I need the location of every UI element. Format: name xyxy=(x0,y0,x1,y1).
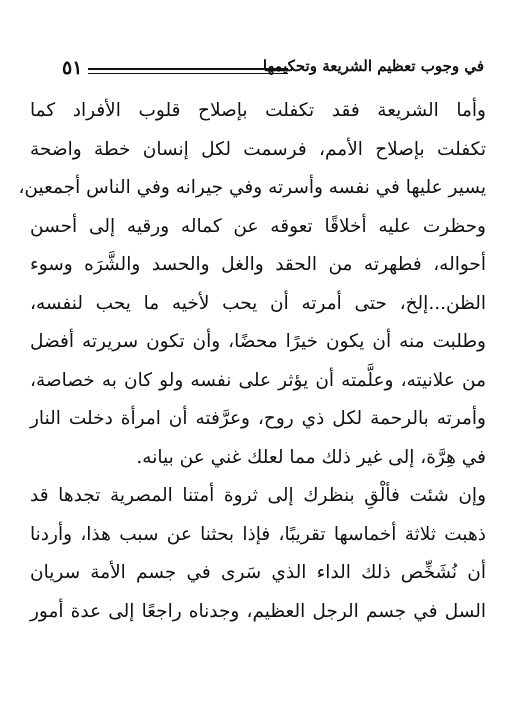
text-line: أحواله، فطهرته من الحقد والغل والحسد والشَّرَه وسوء xyxy=(30,254,486,275)
page-header xyxy=(52,52,484,86)
header-rule-thin xyxy=(88,73,288,74)
text-line: السل في جسم الرجل العظيم، وجدناه راجعًا إلى عدة أمور xyxy=(30,600,486,622)
text-line: وإن شئت فألْقِ بنظرك إلى ثروة أمتنا المصرية تجدها قد xyxy=(30,485,486,506)
text-line: وحظرت عليه أخلاقًا تعوقه عن كماله ورقيه إلى أحسن xyxy=(30,215,486,237)
text-line: وأما الشريعة فقد تكفلت بإصلاح قلوب الأفراد كما xyxy=(30,100,486,121)
text-line: يسير عليها في نفسه وأسرته وفي جيرانه وفي الناس أجمعين، xyxy=(18,177,486,198)
page-body xyxy=(18,92,486,631)
text-line: وطلبت منه أن يكون خيرًا محضًا، وأن تكون سريرته أفضل xyxy=(30,331,486,352)
text-line: تكفلت بإصلاح الأمم، فرسمت لكل إنسان خطة واضحة xyxy=(30,138,486,160)
header-rule xyxy=(88,68,288,70)
text-line: في هِرَّة، إلى غير ذلك مما لعلك غني عن بيانه. xyxy=(136,446,486,468)
text-line: ذهبت ثلاثة أخماسها تقريبًا، فإذا بحثنا عن سبب هذا، وأردنا xyxy=(30,523,486,545)
page-number: ٥١ xyxy=(62,57,83,79)
running-title: في وجوب تعظيم الشريعة وتحكيمها xyxy=(262,57,484,75)
text-line: الظن...إلخ، حتى أمرته أن يحب لأخيه ما يحب لنفسه، xyxy=(30,292,486,314)
text-line: وأمرته بالرحمة لكل ذي روح، وعرَّفته أن امرأة دخلت النار xyxy=(30,408,486,429)
text-line: من علانيته، وعلَّمته أن يؤثر على نفسه ولو كان به خصاصة، xyxy=(30,369,486,391)
text-line: أن نُشَخِّص ذلك الداء الذي سَرى في جسم الأمة سريان xyxy=(30,562,486,583)
